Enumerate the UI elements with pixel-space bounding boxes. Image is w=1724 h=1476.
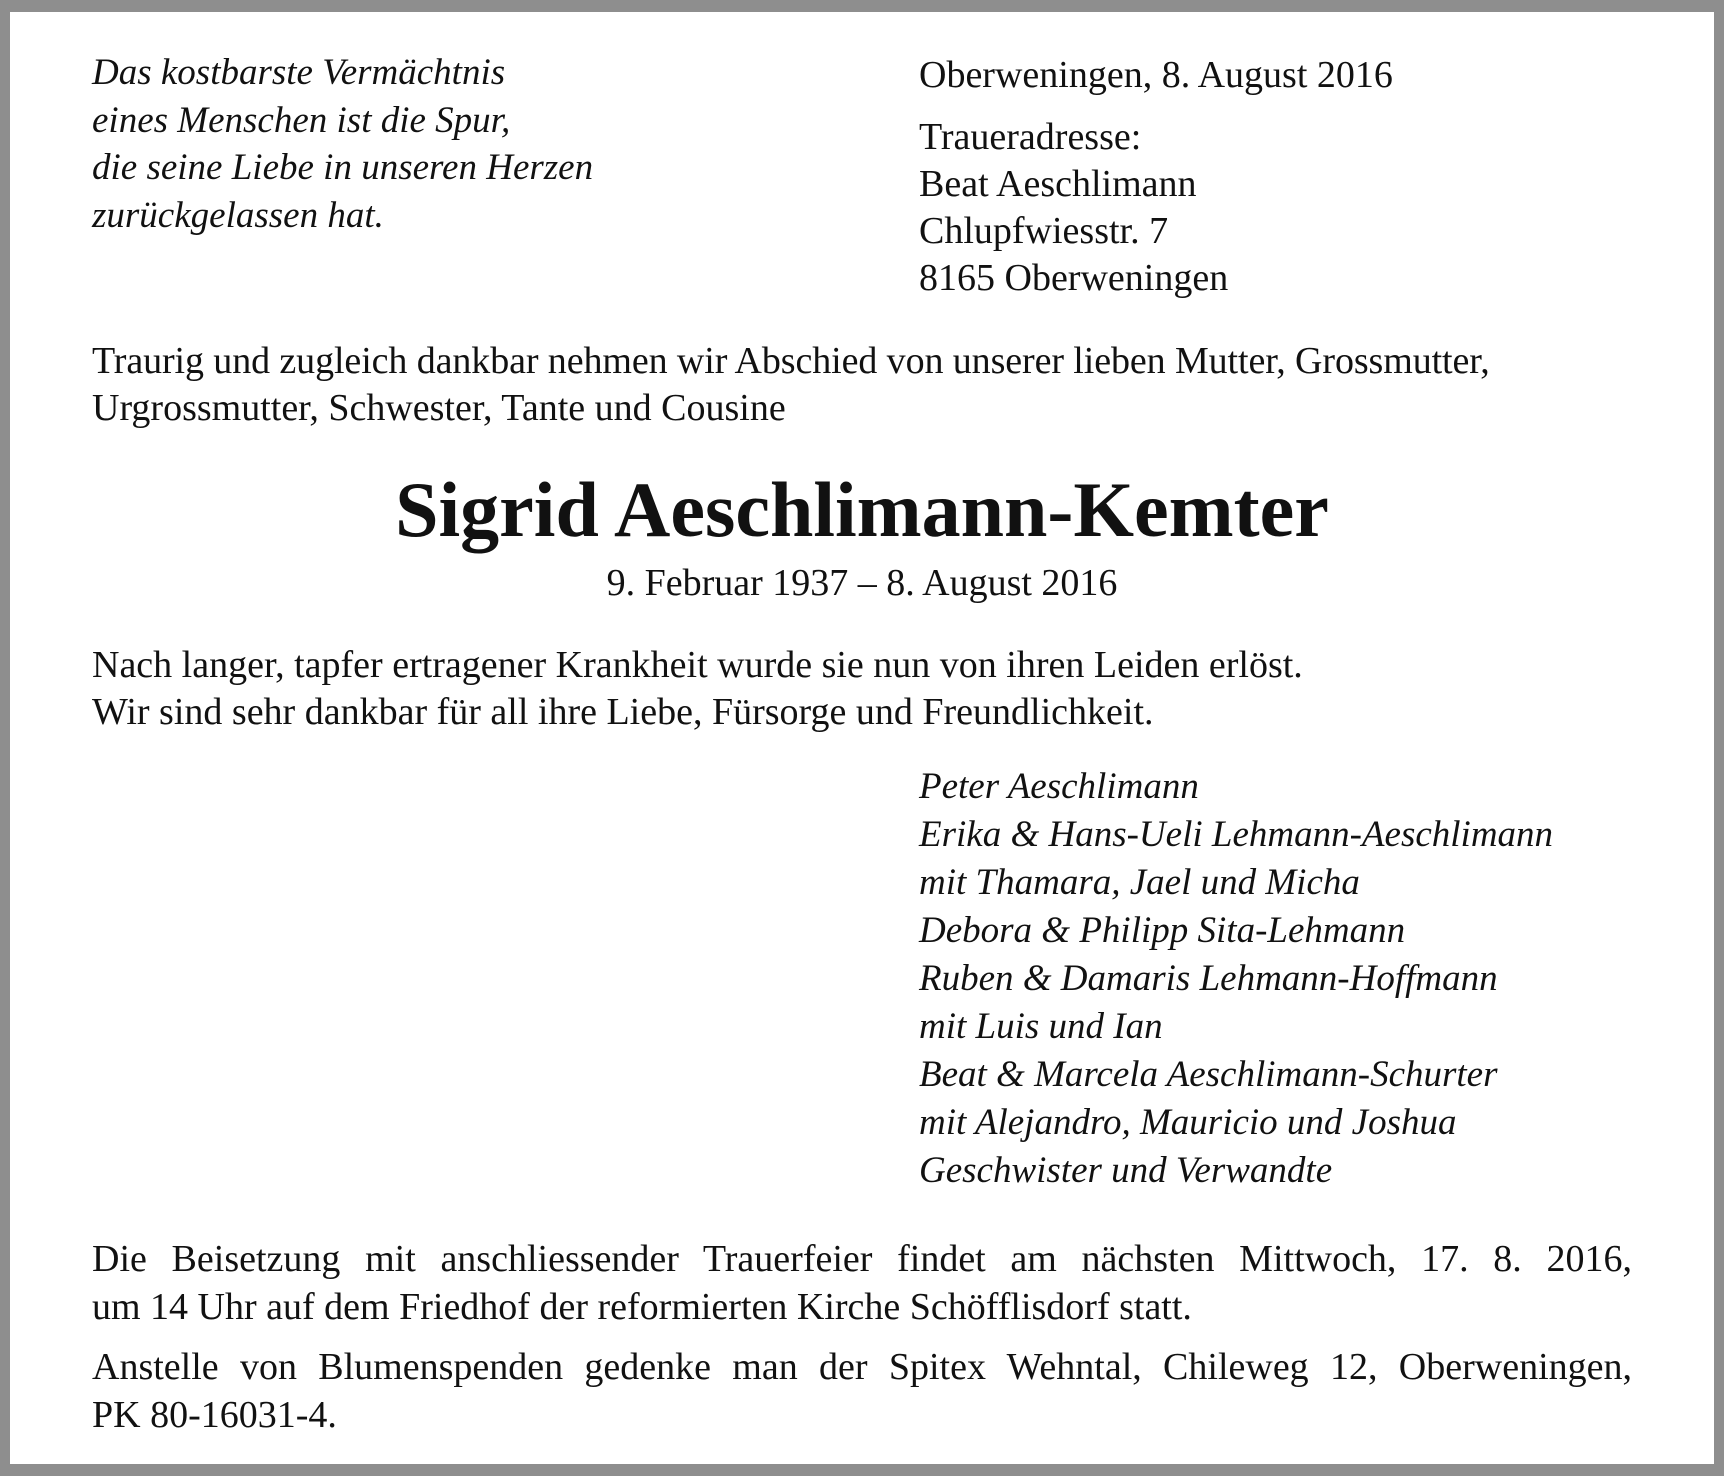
- donation-line-1: Anstelle von Blumenspenden gedenke man der Spitex Wehntal, Chileweg 12, Oberweningen,: [92, 1346, 1632, 1388]
- deceased-name: Sigrid Aeschlimann-Kemter: [395, 466, 1329, 553]
- address-label: Traueradresse:: [919, 116, 1142, 158]
- address-city: 8165 Oberweningen: [919, 257, 1229, 299]
- motto-line-1: Das kostbarste Vermächtnis: [92, 52, 506, 93]
- life-dates: 9. Februar 1937 – 8. August 2016: [606, 562, 1118, 604]
- address-name: Beat Aeschlimann: [919, 163, 1197, 205]
- intro-line-1: Traurig und zugleich dankbar nehmen wir Abschied von unserer lieben Mutter, Grossmutter,: [92, 340, 1490, 382]
- mourner-2: Erika & Hans-Ueli Lehmann-Aeschlimann: [919, 814, 1554, 855]
- mourner-3: mit Thamara, Jael und Micha: [919, 862, 1360, 903]
- funeral-line-1: Die Beisetzung mit anschliessender Trauerfeier findet am nächsten Mittwoch, 17. 8. 2016,: [92, 1238, 1632, 1280]
- place-date: Oberweningen, 8. August 2016: [919, 54, 1393, 96]
- mourner-8: mit Alejandro, Mauricio und Joshua: [919, 1102, 1457, 1143]
- mourner-4: Debora & Philipp Sita-Lehmann: [919, 910, 1406, 951]
- motto-line-2: eines Menschen ist die Spur,: [92, 100, 511, 141]
- mourner-9: Geschwister und Verwandte: [919, 1150, 1333, 1191]
- mourner-7: Beat & Marcela Aeschlimann-Schurter: [919, 1054, 1498, 1095]
- donation-line-2: PK 80-16031-4.: [92, 1394, 337, 1436]
- funeral-line-2: um 14 Uhr auf dem Friedhof der reformierten Kirche Schöfflisdorf statt.: [92, 1286, 1192, 1328]
- mourner-5: Ruben & Damaris Lehmann-Hoffmann: [919, 958, 1498, 999]
- message-line-1: Nach langer, tapfer ertragener Krankheit wurde sie nun von ihren Leiden erlöst.: [92, 644, 1303, 686]
- message-line-2: Wir sind sehr dankbar für all ihre Liebe, Fürsorge und Freundlichkeit.: [92, 691, 1154, 733]
- address-street: Chlupfwiesstr. 7: [919, 210, 1169, 252]
- intro-line-2: Urgrossmutter, Schwester, Tante und Cousine: [92, 387, 786, 429]
- mourner-1: Peter Aeschlimann: [919, 766, 1199, 807]
- motto-line-4: zurückgelassen hat.: [92, 195, 384, 236]
- mourner-6: mit Luis und Ian: [919, 1006, 1163, 1047]
- obituary-notice: [10, 12, 1714, 1464]
- motto-line-3: die seine Liebe in unseren Herzen: [92, 147, 594, 188]
